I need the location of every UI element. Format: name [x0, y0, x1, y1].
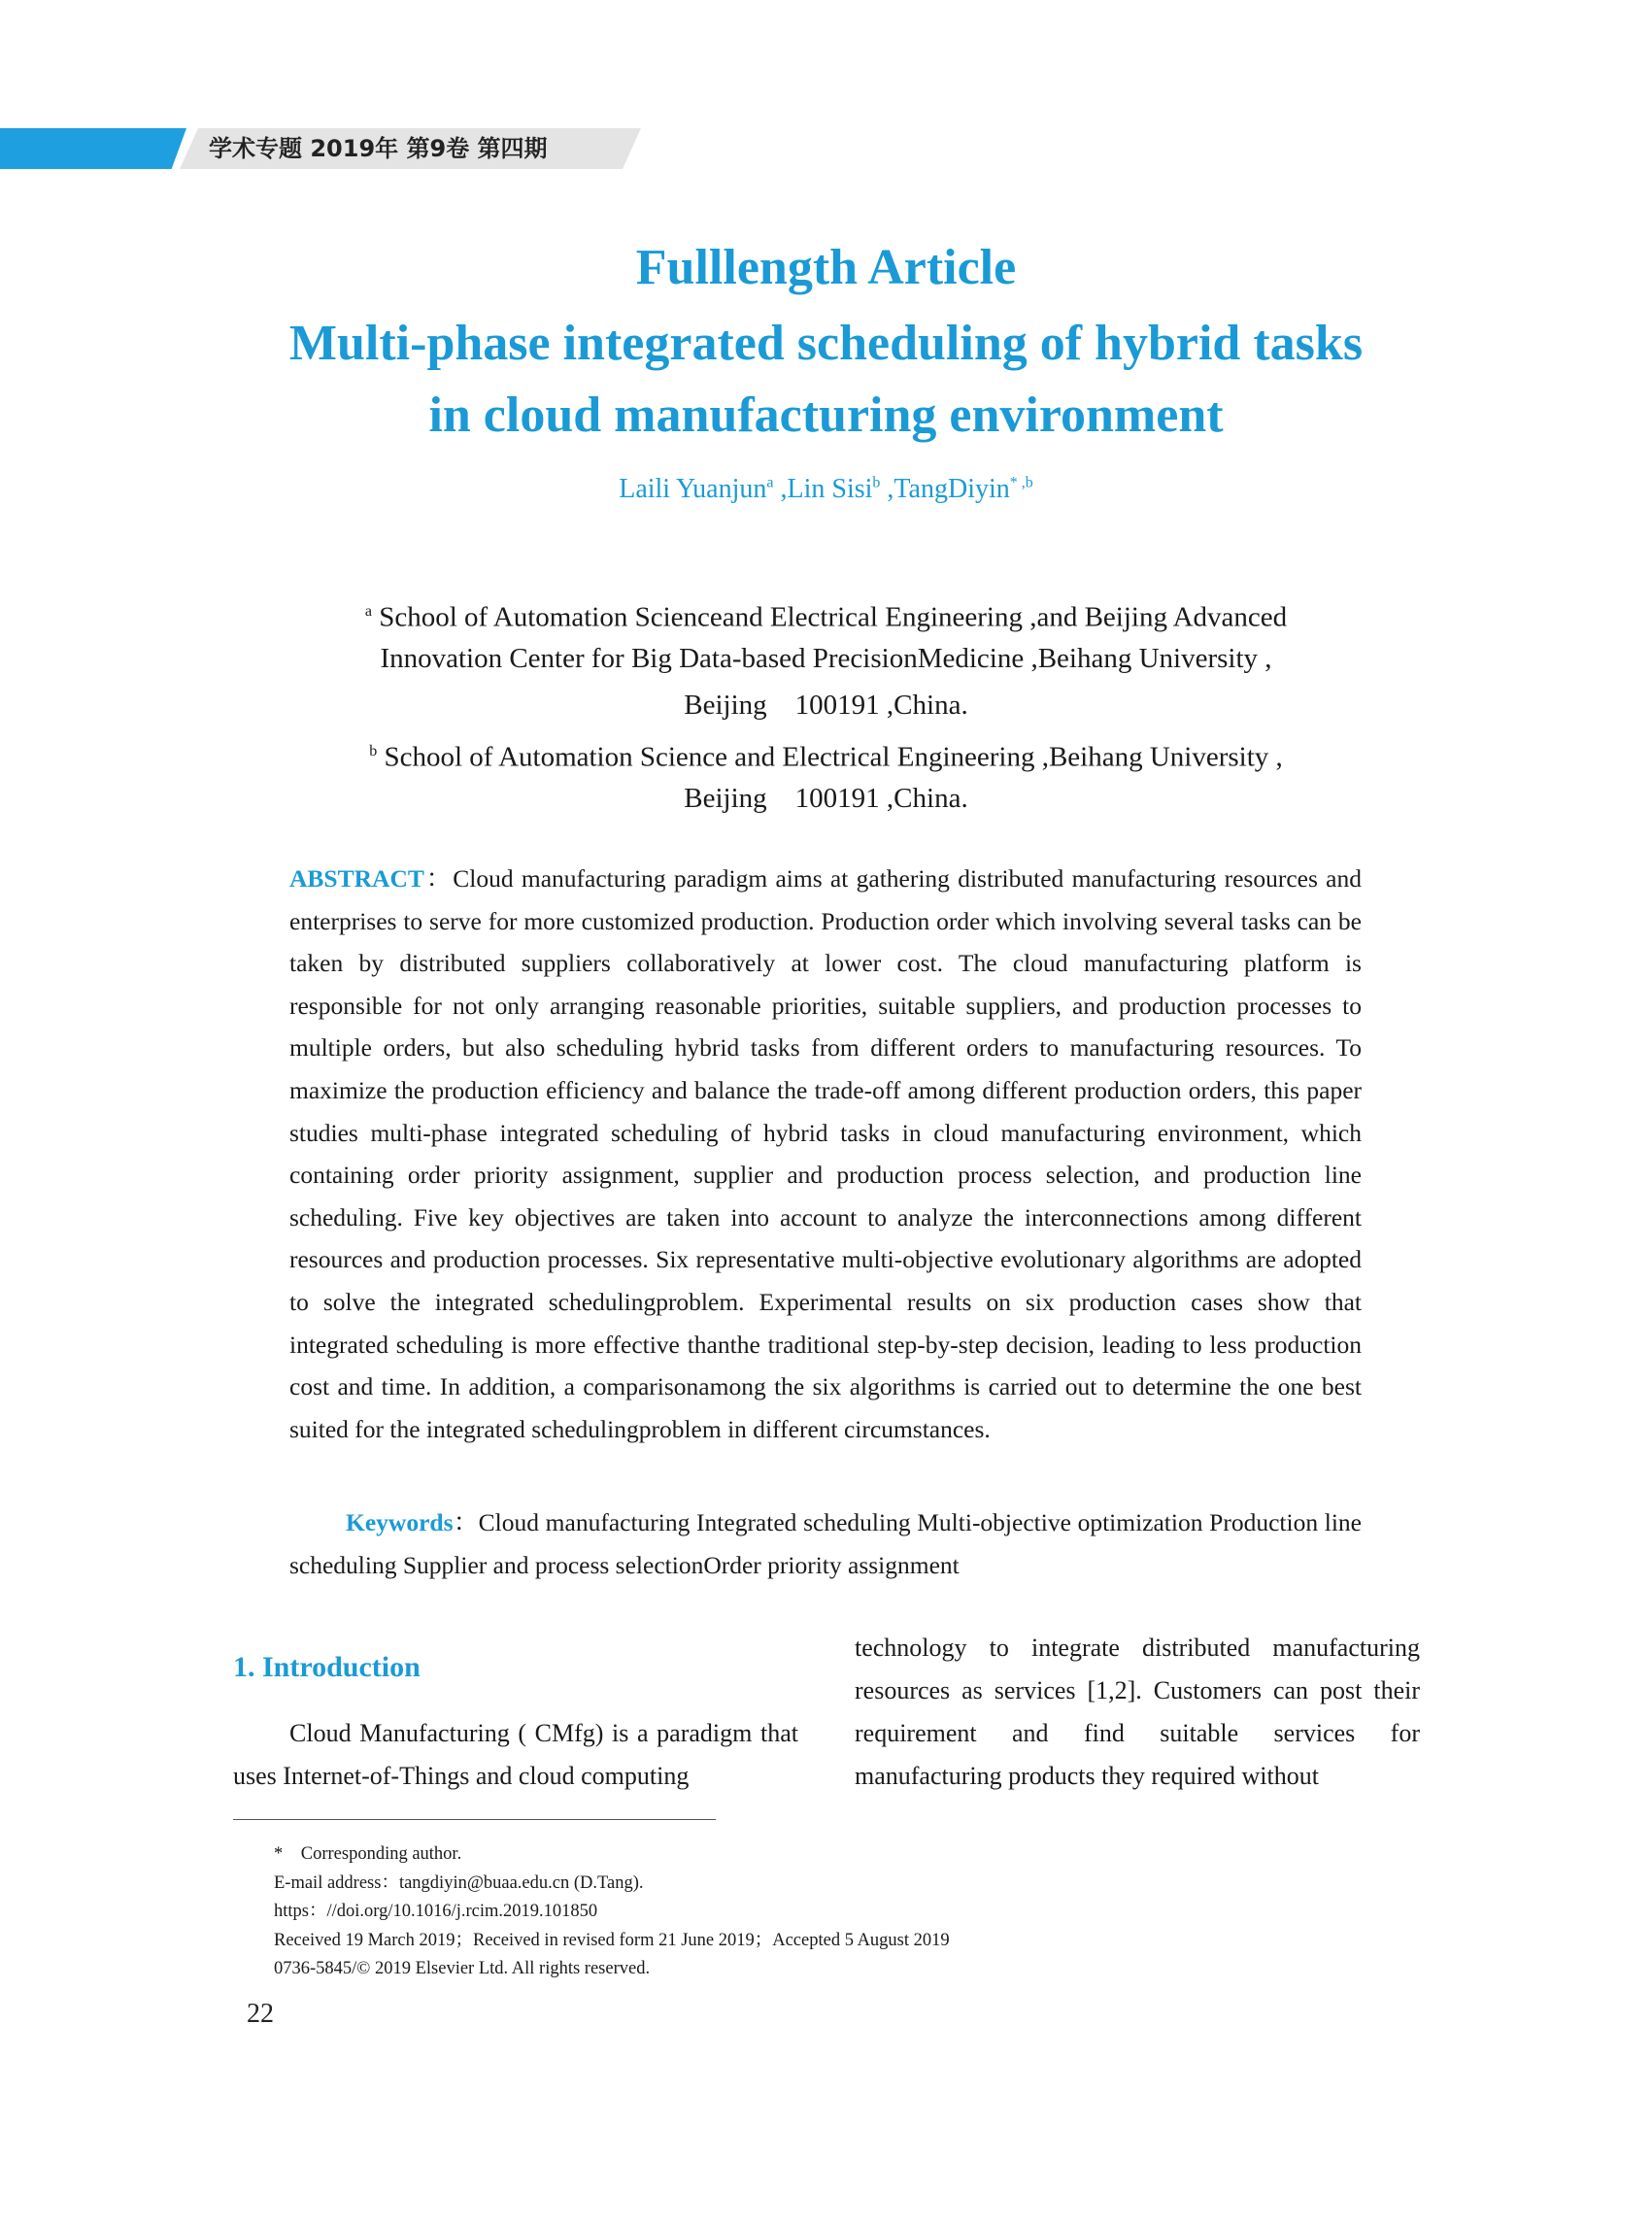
author-affiliation-mark: a: [766, 474, 774, 491]
footnote-email: E-mail address：tangdiyin@buaa.edu.cn (D.Tang).: [274, 1872, 644, 1893]
abstract-label: ABSTRACT: [289, 864, 424, 893]
author-separator: ,: [880, 474, 894, 504]
footnote-corresponding: * Corresponding author.: [274, 1844, 462, 1864]
abstract-text: Cloud manufacturing paradigm aims at gathering distributed manufacturing resources and enterprises to serve for more customized production. Production order which involving several tasks can be taken by distributed suppliers collaboratively at lower cost. The cloud manufacturing platform is responsible for not only arranging reasonable priorities, suitable suppliers, and production processes to multiple orders, but also scheduling hybrid tasks from different orders to manufacturing resources. To maximize the production efficiency and balance the trade-off among different production orders, this paper studies multi-phase integrated scheduling of hybrid tasks in cloud manufacturing environment, which containing order priority assignment, supplier and production process selection, and production line scheduling. Five key objectives are taken into account to analyze the interconnections among different resources and production processes. Six representative multi-objective evolutionary algorithms are adopted to solve the integrated schedulingproblem. Experimental results on six production cases show that integrated scheduling is more effective thanthe traditional step-by-step decision, leading to less production cost and time. In addition, a comparisonamong the six algorithms is carried out to determine the one best suited for the integrated schedulingproblem in different circumstances.: [289, 864, 1362, 1443]
keywords-label: Keywords: [346, 1508, 454, 1536]
affiliation-b-line-1: $^b$ School of Automation Science and Electrical Engineering ,Beihang University ,: [369, 741, 1283, 773]
abstract-colon: ：: [423, 864, 454, 893]
author-name: Laili Yuanjun: [619, 474, 767, 504]
author-affiliation-mark: * ,b: [1009, 474, 1033, 491]
footnote-copyright: 0736-5845/© 2019 Elsevier Ltd. All rights reserved.: [274, 1959, 651, 1978]
footnotes: [274, 1840, 1245, 1984]
journal-issue-label: 学术专题 2019年 第9卷 第四期: [209, 135, 548, 162]
abstract: [289, 858, 1362, 1450]
author-affiliation-mark: b: [872, 474, 881, 491]
affiliation-a-line-1: $^a$ School of Automation Scienceand Electrical Engineering ,and Beijing Advanced: [364, 601, 1288, 633]
intro-paragraph-right: technology to integrate distributed manufacturing resources as services [1,2]. Customers can post their requirement and find suitable services for manufacturing products they required without: [855, 1634, 1420, 1790]
article-title-line-2: in cloud manufacturing environment: [428, 388, 1224, 443]
affiliation-a-line-2: Innovation Center for Big Data-based PrecisionMedicine ,Beihang University ,: [380, 643, 1272, 674]
affiliation-mark: a: [364, 603, 372, 620]
affiliation-a-line-3: Beijing 100191 ,China.: [684, 690, 968, 721]
header-accent-bar: [0, 128, 186, 169]
article-type: Fulllength Article: [635, 240, 1017, 295]
affiliation-b-line-2: Beijing 100191 ,China.: [684, 783, 968, 814]
article-title-line-1: Multi-phase integrated scheduling of hybrid tasks: [288, 316, 1364, 371]
page-number: 22: [247, 1999, 274, 2029]
footnote-doi[interactable]: https：//doi.org/10.1016/j.rcim.2019.101850: [274, 1902, 598, 1921]
author-name: Lin Sisi: [787, 474, 873, 504]
keywords: [289, 1501, 1362, 1586]
footnote-received: Received 19 March 2019；Received in revised form 21 June 2019；Accepted 5 August 2019: [274, 1930, 950, 1950]
author-separator: ,: [773, 474, 788, 504]
section-heading-introduction: 1. Introduction: [233, 1651, 421, 1683]
affiliation-mark: b: [369, 743, 378, 759]
keywords-text: Cloud manufacturing Integrated scheduling Multi-objective optimization Production line scheduling Supplier and process selectionOrder priority assignment: [289, 1508, 1362, 1579]
author-list: [0, 474, 1652, 505]
footnote-divider: [233, 1819, 716, 1820]
author-name: TangDiyin: [893, 474, 1010, 504]
intro-paragraph-left: Cloud Manufacturing ( CMfg) is a paradigm that uses Internet-of-Things and cloud computing: [233, 1719, 798, 1790]
keywords-colon: ：: [453, 1508, 479, 1536]
